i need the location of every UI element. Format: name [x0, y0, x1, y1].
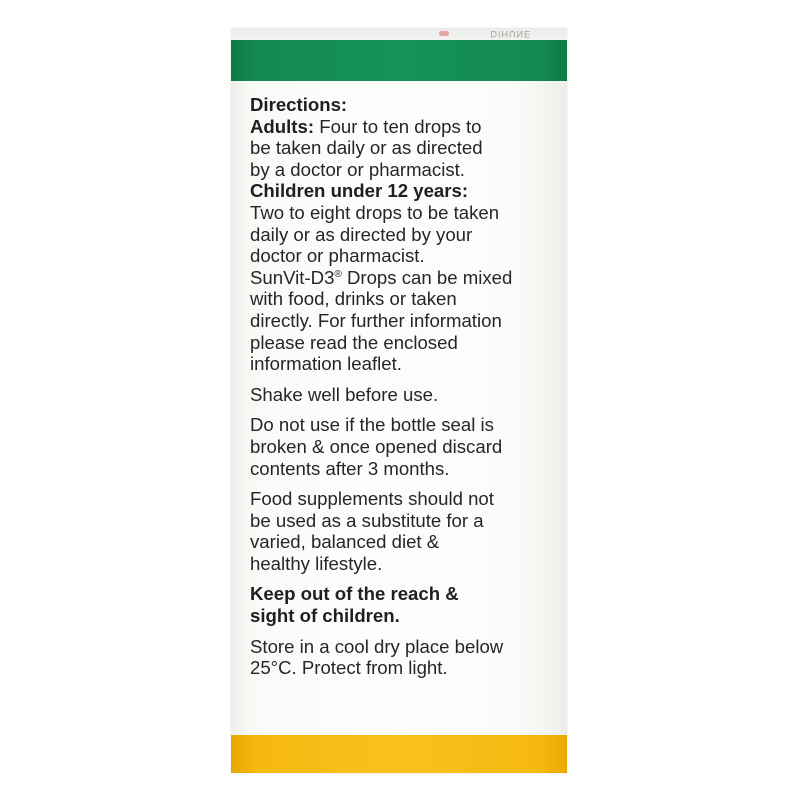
- adults-line-3: by a doctor or pharmacist.: [250, 158, 465, 180]
- supp-line-2: be used as a substitute for a: [250, 509, 484, 531]
- store-line-2: 25°C. Protect from light.: [250, 657, 448, 679]
- store-line-1: Store in a cool dry place below: [250, 635, 504, 657]
- adults-label: Adults:: [250, 115, 315, 137]
- registered-mark: ®: [334, 268, 342, 280]
- children-line-3: doctor or pharmacist.: [250, 245, 425, 267]
- seal-line-2: broken & once opened discard: [250, 435, 503, 457]
- adults-line-1: Four to ten drops to: [319, 115, 482, 137]
- shake-instruction: [250, 384, 560, 406]
- children-label: Children under 12 years:: [250, 180, 469, 202]
- mix-line-3: directly. For further information: [250, 309, 502, 331]
- box-top-flap: [231, 28, 567, 40]
- mix-line-1: Drops can be mixed: [341, 266, 513, 288]
- green-band: [231, 40, 567, 81]
- children-line-2: daily or as directed by your: [250, 223, 473, 245]
- keep-line-2: sight of children.: [250, 605, 400, 627]
- directions-heading: Directions:: [250, 94, 348, 115]
- seal-warning: [250, 414, 560, 479]
- logo-mark-icon: [439, 31, 449, 36]
- product-name: SunVit-D3: [250, 266, 335, 288]
- mix-line-5: information leaflet.: [250, 353, 402, 375]
- supplement-notice: [250, 488, 560, 574]
- supplement-box: [231, 28, 567, 773]
- supp-line-1: Food supplements should not: [250, 488, 494, 510]
- child-safety-warning: [250, 583, 560, 626]
- shake-line: Shake well before use.: [250, 383, 439, 405]
- supp-line-4: healthy lifestyle.: [250, 552, 383, 574]
- seal-line-3: contents after 3 months.: [250, 457, 450, 479]
- yellow-band: [231, 735, 567, 773]
- mirrored-brand-print: DIHUNE: [490, 29, 531, 39]
- children-line-1: Two to eight drops to be taken: [250, 201, 500, 223]
- mix-line-2: with food, drinks or taken: [250, 288, 457, 310]
- adults-line-2: be taken daily or as directed: [250, 137, 483, 159]
- directions-section: [250, 94, 560, 375]
- supp-line-3: varied, balanced diet &: [250, 531, 440, 553]
- seal-line-1: Do not use if the bottle seal is: [250, 414, 494, 436]
- mix-line-4: please read the enclosed: [250, 331, 458, 353]
- keep-line-1: Keep out of the reach &: [250, 583, 459, 605]
- storage-instruction: [250, 636, 560, 679]
- directions-panel: [250, 94, 560, 679]
